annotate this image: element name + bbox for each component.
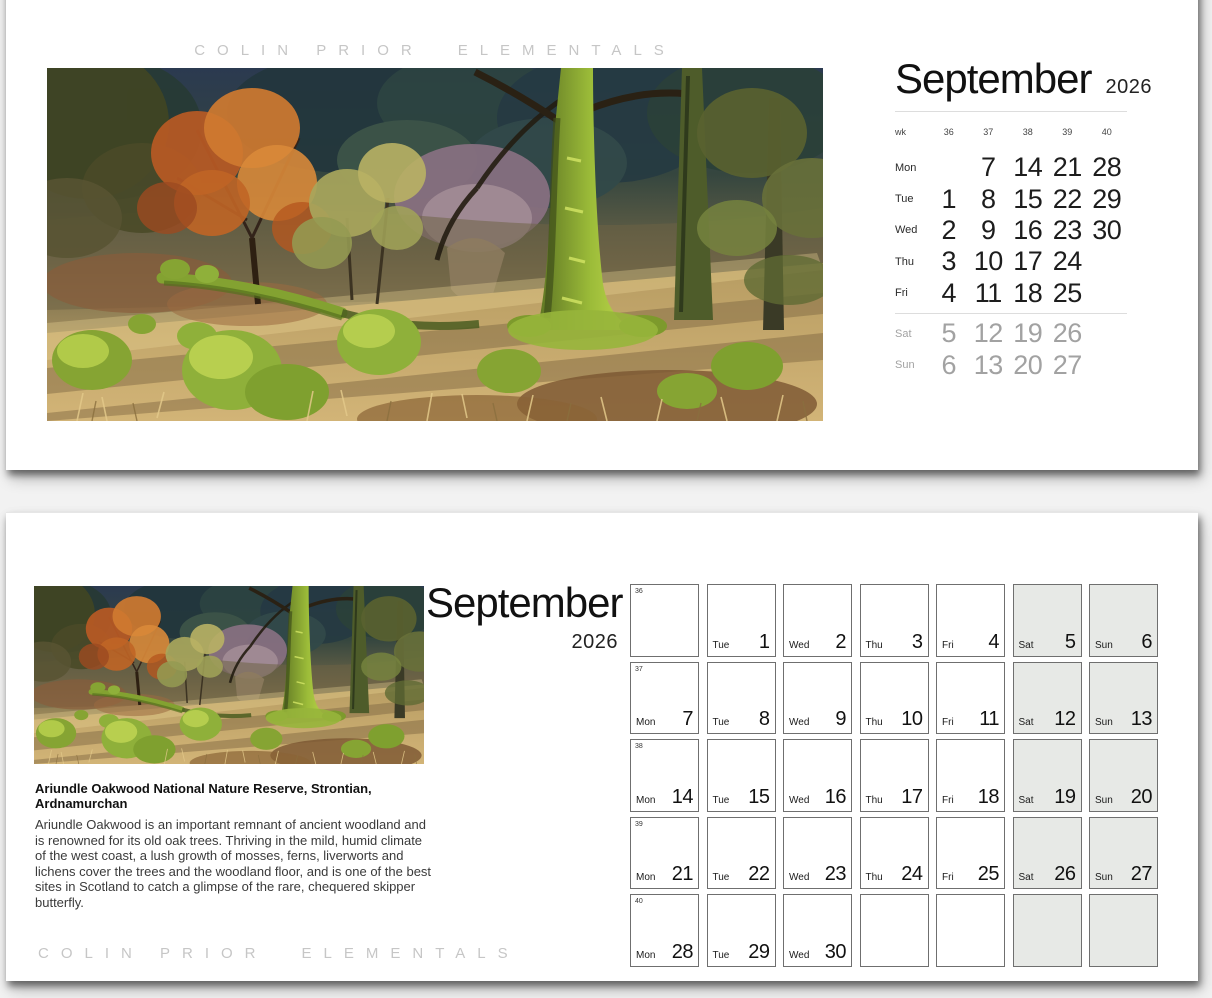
date-number: 13 <box>1130 708 1152 730</box>
date-cell <box>707 894 776 967</box>
date-cell <box>707 817 776 890</box>
date-cell <box>936 662 1005 735</box>
date-number: 10 <box>901 708 923 730</box>
date-number: 12 <box>973 318 1003 349</box>
date-number: 25 <box>1052 277 1082 308</box>
date-number: 11 <box>974 277 1002 308</box>
day-label: Tue <box>895 193 914 206</box>
landscape-photo-thumbnail <box>34 586 424 764</box>
date-cell <box>630 584 699 657</box>
day-label: Fri <box>942 717 954 728</box>
date-number: 8 <box>758 708 770 730</box>
date-cell <box>936 894 1005 967</box>
month-name: September <box>895 55 1092 102</box>
calendar-row-fri <box>895 278 1135 309</box>
day-label: Mon <box>636 949 656 961</box>
day-label: Wed <box>789 794 810 806</box>
date-number: 15 <box>748 785 770 808</box>
day-label: Thu <box>865 872 883 883</box>
day-label: Sun <box>1095 794 1113 806</box>
day-label: Wed <box>789 639 810 651</box>
date-number: 20 <box>1013 349 1043 380</box>
caption-body: Ariundle Oakwood is an important remnant of ancient woodland and is renowned for its old oak trees. Thriving in the mild, humid climate of the west coast, a lush growth of mosses, ferns, liverworts and lichens cover the trees and the woodland floor, and is one of the best sites in Scotland to catch a glimpse of the rare, chequered skipper butterfly. <box>35 817 432 910</box>
day-label: Thu <box>865 717 883 728</box>
day-label: Fri <box>895 287 908 300</box>
date-number: 21 <box>671 863 693 885</box>
day-label: Wed <box>789 949 810 961</box>
month-calendar-block <box>895 55 1152 381</box>
month-title-block <box>426 579 623 654</box>
day-label: Sun <box>895 359 915 372</box>
date-cell <box>783 817 852 890</box>
date-number: 15 <box>1013 183 1043 214</box>
brand-footer <box>38 945 520 962</box>
photo-caption <box>35 781 433 910</box>
date-number: 26 <box>1052 318 1082 349</box>
date-number: 20 <box>1130 785 1152 808</box>
date-number: 16 <box>824 785 846 808</box>
day-label: Sat <box>1018 639 1034 651</box>
date-number: 13 <box>973 349 1003 380</box>
date-number: 4 <box>941 277 957 308</box>
brand-series: ELEMENTALS <box>301 945 520 962</box>
date-cell <box>860 894 929 967</box>
wk-label: wk <box>895 127 906 137</box>
date-cell <box>1013 584 1082 657</box>
day-label: Mon <box>636 717 656 728</box>
date-cell <box>783 662 852 735</box>
date-number: 1 <box>941 183 957 214</box>
date-cell <box>707 662 776 735</box>
date-number: 22 <box>1052 183 1082 214</box>
day-label: Thu <box>895 255 914 268</box>
date-number: 24 <box>901 863 923 885</box>
brand-photographer: COLIN PRIOR <box>194 42 424 59</box>
day-label: Sat <box>895 327 912 340</box>
date-number: 28 <box>1092 152 1122 183</box>
day-label: Mon <box>895 161 917 174</box>
date-cell <box>860 739 929 812</box>
date-cell <box>630 739 699 812</box>
day-label: Wed <box>895 224 918 237</box>
date-grid <box>630 584 1158 967</box>
day-label: Sun <box>1095 639 1113 651</box>
date-number: 30 <box>1092 214 1122 245</box>
date-number: 7 <box>682 708 693 730</box>
date-cell <box>630 894 699 967</box>
date-number: 27 <box>1052 349 1082 380</box>
date-number: 1 <box>758 630 770 653</box>
date-number: 6 <box>941 349 957 380</box>
calendar-row-sat <box>895 318 1135 349</box>
date-cell <box>936 584 1005 657</box>
date-number: 22 <box>748 863 770 885</box>
day-label: Wed <box>789 872 810 883</box>
day-label: Thu <box>865 794 883 806</box>
date-cell <box>1013 894 1082 967</box>
day-label: Tue <box>712 794 730 806</box>
date-number: 11 <box>979 708 999 730</box>
date-cell <box>1013 739 1082 812</box>
date-cell <box>1089 817 1158 890</box>
date-number: 30 <box>824 940 846 963</box>
oakwood-photo-art <box>47 68 823 421</box>
calendar-row-mon <box>895 152 1135 183</box>
week-number-row <box>895 124 1135 140</box>
date-number: 29 <box>1092 183 1122 214</box>
date-number: 2 <box>941 214 957 245</box>
week-number: 37 <box>635 665 643 673</box>
date-number: 5 <box>1064 630 1076 653</box>
day-label: Tue <box>712 717 730 728</box>
calendar-rows <box>895 152 1135 381</box>
day-label: Fri <box>942 639 954 651</box>
date-number: 17 <box>901 785 923 808</box>
date-number: 21 <box>1052 152 1082 183</box>
date-number: 24 <box>1052 246 1082 277</box>
date-number: 3 <box>941 246 957 277</box>
day-label: Mon <box>636 794 656 806</box>
date-number: 14 <box>671 785 693 808</box>
date-number: 14 <box>1013 152 1043 183</box>
day-label: Sun <box>1095 872 1113 883</box>
date-cell <box>860 662 929 735</box>
day-label: Wed <box>789 717 810 728</box>
calendar-row-tue <box>895 183 1135 214</box>
date-number: 19 <box>1054 785 1076 808</box>
day-label: Mon <box>636 872 656 883</box>
week-number: 39 <box>635 820 643 828</box>
date-cell <box>630 817 699 890</box>
date-cell <box>783 739 852 812</box>
date-number: 10 <box>973 246 1003 277</box>
date-number: 28 <box>671 940 693 963</box>
date-cell <box>783 584 852 657</box>
week-number: 39 <box>1062 127 1073 137</box>
date-cell <box>707 739 776 812</box>
calendar-row-thu <box>895 246 1135 277</box>
day-label: Sat <box>1018 872 1034 883</box>
week-number: 40 <box>635 898 643 905</box>
date-cell <box>1089 662 1158 735</box>
week-number: 40 <box>1101 127 1112 137</box>
day-label: Fri <box>942 794 954 806</box>
week-number: 38 <box>1022 127 1033 137</box>
date-number: 7 <box>980 152 996 183</box>
day-label: Sat <box>1018 717 1034 728</box>
day-label: Tue <box>712 639 730 651</box>
day-label: Sat <box>1018 794 1034 806</box>
day-label: Tue <box>712 949 730 961</box>
date-number: 18 <box>977 785 999 808</box>
date-cell <box>707 584 776 657</box>
date-number: 23 <box>824 863 846 885</box>
date-number: 6 <box>1141 630 1152 653</box>
brand-series: ELEMENTALS <box>457 42 676 59</box>
day-label: Thu <box>865 639 883 651</box>
date-cell <box>936 817 1005 890</box>
month-year: 2026 <box>571 631 618 653</box>
date-number: 17 <box>1013 246 1043 277</box>
date-cell <box>1089 739 1158 812</box>
brand-photographer: COLIN PRIOR <box>38 945 268 962</box>
date-number: 5 <box>941 318 957 349</box>
date-number: 23 <box>1052 214 1082 245</box>
week-number: 37 <box>983 127 994 137</box>
date-number: 19 <box>1013 318 1043 349</box>
month-title-line <box>895 55 1152 103</box>
calendar-row-wed <box>895 215 1135 246</box>
calendar-desk-panel <box>6 512 1198 981</box>
date-number: 27 <box>1130 863 1152 885</box>
weekend-divider <box>895 313 1127 314</box>
date-number: 25 <box>977 863 999 885</box>
calendar-front-panel <box>6 0 1198 470</box>
week-number: 38 <box>635 743 643 750</box>
caption-title: Ariundle Oakwood National Nature Reserve, Strontian, Ardnamurchan <box>35 781 372 811</box>
oakwood-photo-art <box>34 586 424 764</box>
date-number: 9 <box>835 708 846 730</box>
week-number: 36 <box>943 127 954 137</box>
date-number: 29 <box>748 940 770 963</box>
brand-header <box>47 42 823 59</box>
date-cell <box>1089 584 1158 657</box>
day-label: Tue <box>712 872 730 883</box>
date-cell <box>630 662 699 735</box>
date-cell <box>783 894 852 967</box>
month-name: September <box>426 579 623 626</box>
date-number: 4 <box>988 630 999 653</box>
date-number: 26 <box>1054 863 1076 885</box>
date-cell <box>1013 817 1082 890</box>
date-number: 12 <box>1054 708 1076 730</box>
date-cell <box>860 817 929 890</box>
date-number: 8 <box>980 183 996 214</box>
date-number: 16 <box>1013 214 1043 245</box>
date-cell <box>936 739 1005 812</box>
date-number: 18 <box>1013 277 1043 308</box>
date-cell <box>1013 662 1082 735</box>
day-label: Sun <box>1095 717 1113 728</box>
day-label: Fri <box>942 872 954 883</box>
date-number: 9 <box>980 214 996 245</box>
date-cell <box>1089 894 1158 967</box>
date-number: 2 <box>835 630 846 653</box>
week-number: 36 <box>635 588 643 595</box>
date-number: 3 <box>911 630 923 653</box>
calendar-row-sun <box>895 349 1135 380</box>
landscape-photo <box>47 68 823 421</box>
title-divider <box>895 111 1127 112</box>
date-cell <box>860 584 929 657</box>
month-year: 2026 <box>1105 76 1152 98</box>
